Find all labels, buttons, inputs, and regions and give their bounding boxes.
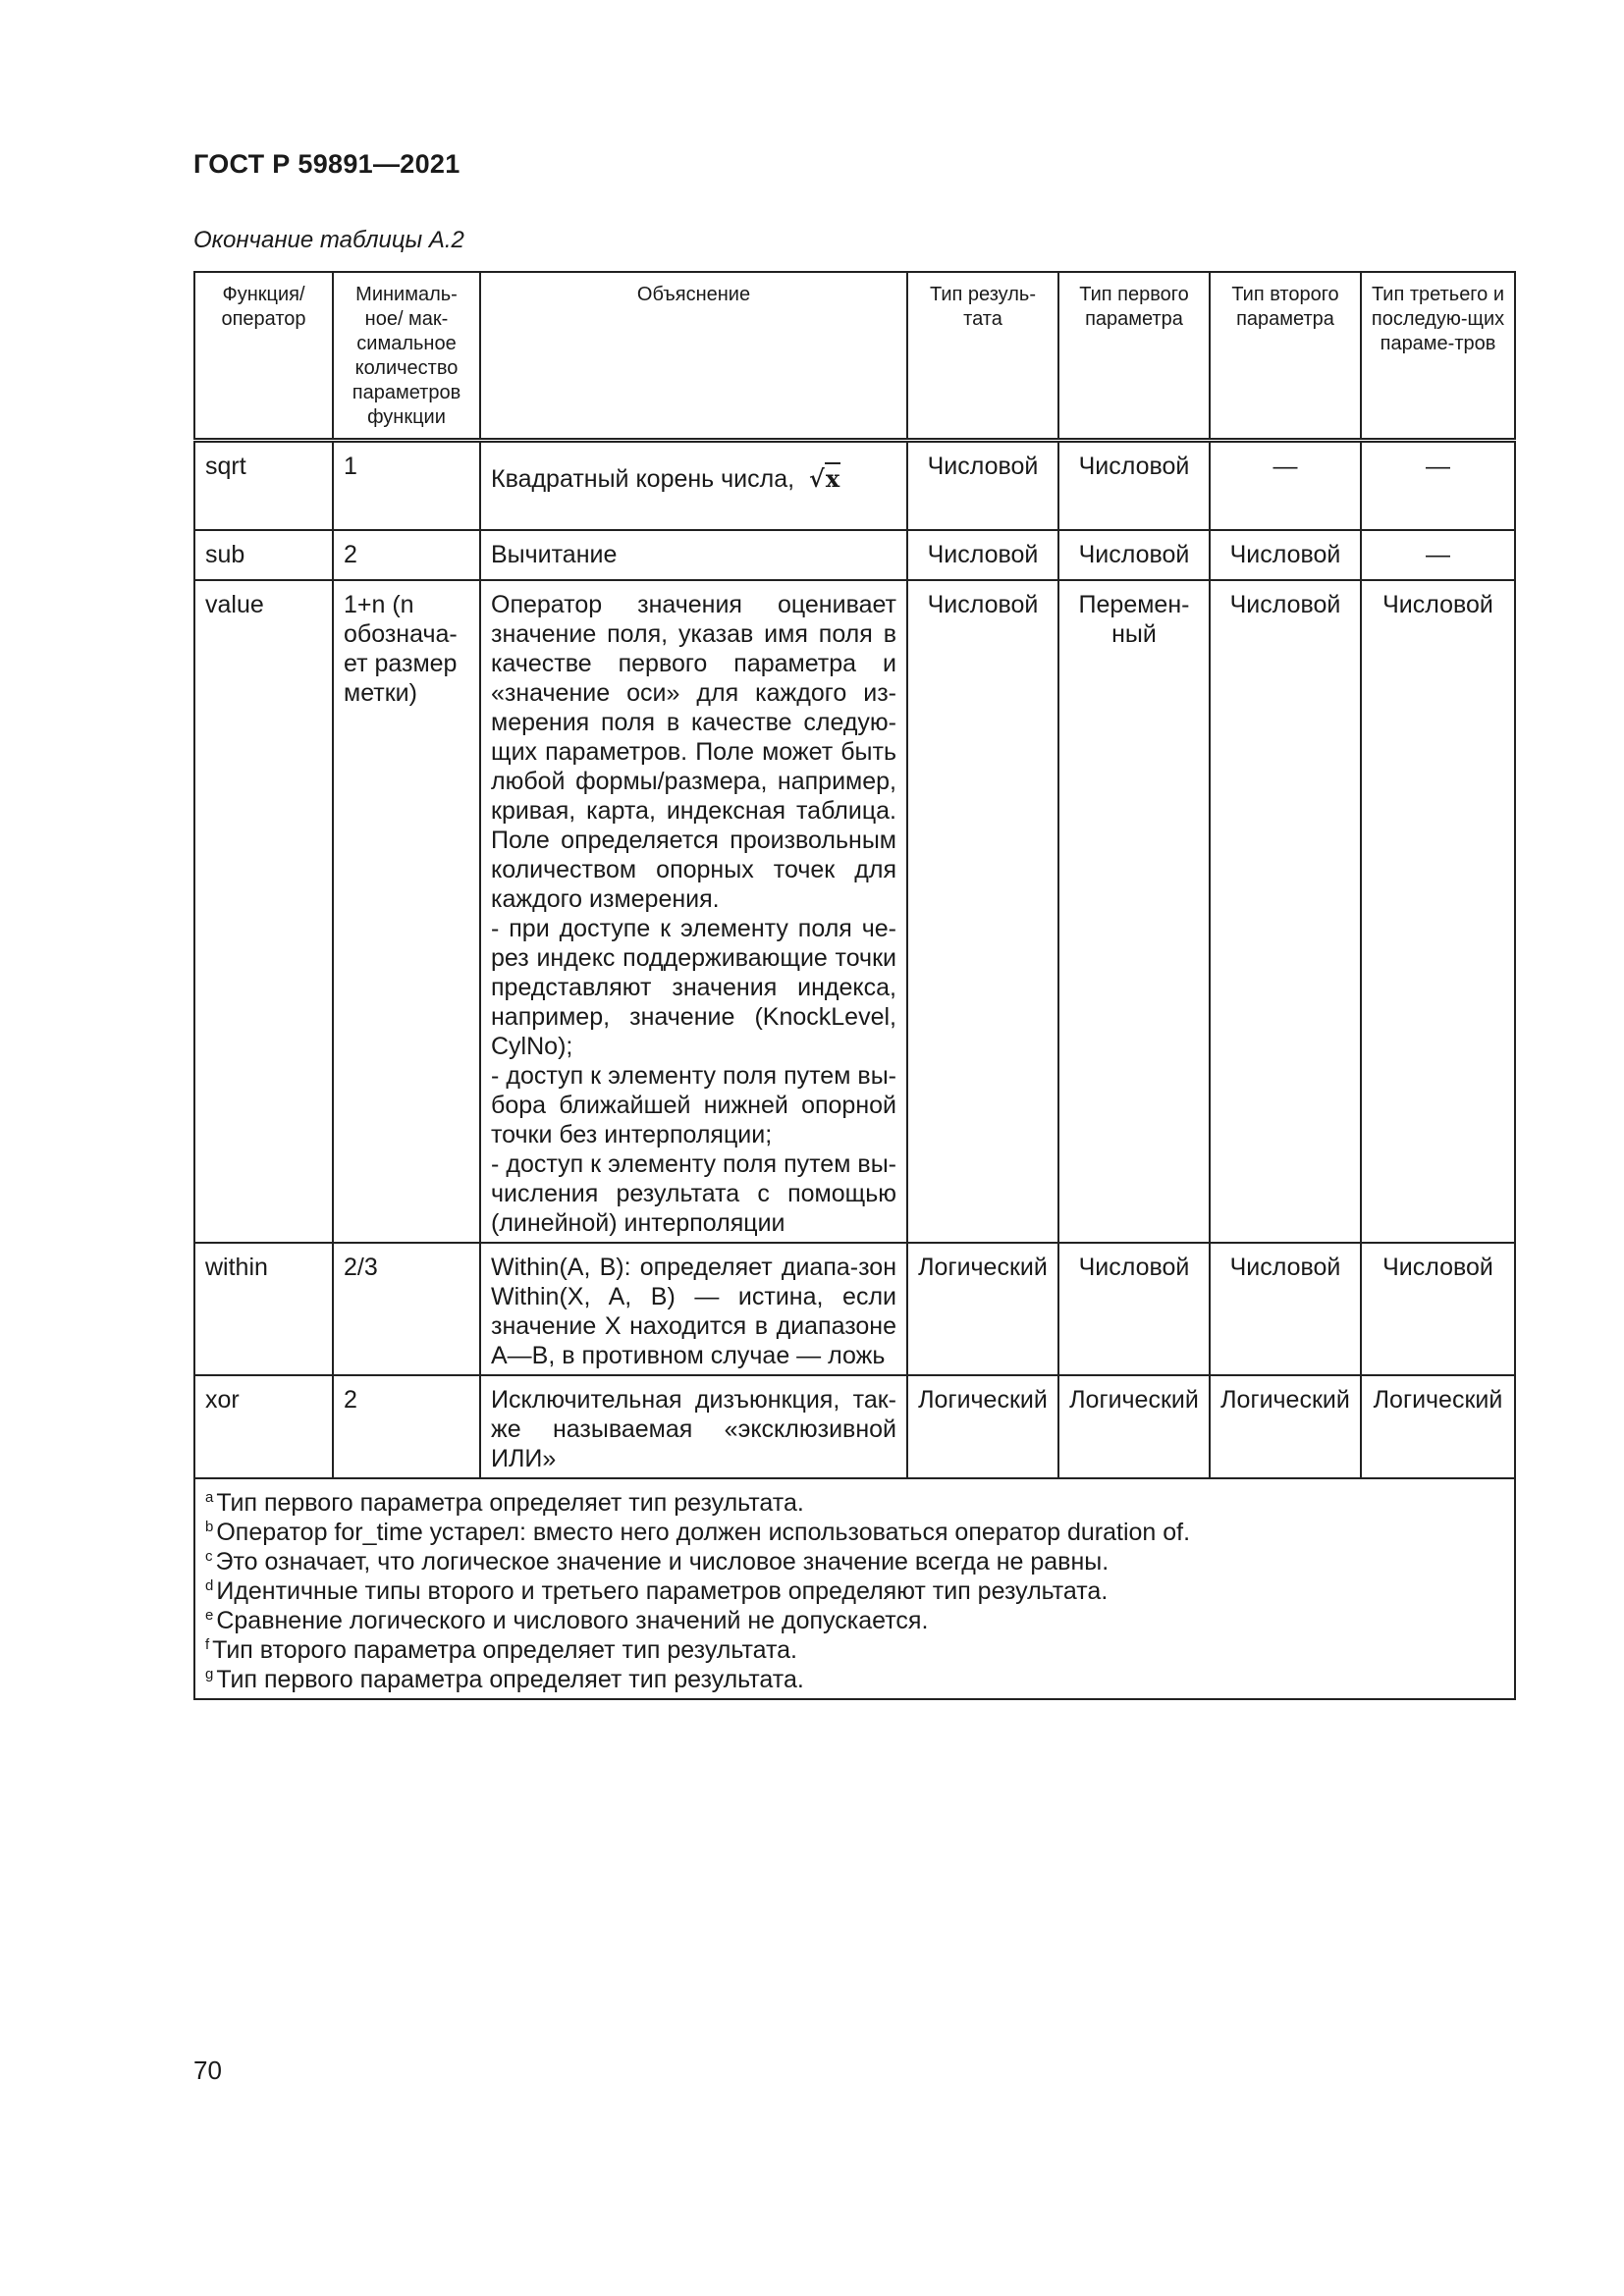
table-footnotes	[194, 1478, 1515, 1699]
cell-function: within	[194, 1243, 333, 1375]
footnote-text: Тип первого параметра определяет тип результата.	[216, 1666, 804, 1693]
cell-second-param-type: Числовой	[1210, 1243, 1361, 1375]
table-row	[194, 1243, 1515, 1375]
footnote-text: Оператор for_time устарел: вместо него должен использоваться оператор duration of.	[216, 1519, 1191, 1546]
footnote	[205, 1547, 1504, 1576]
footnote	[205, 1576, 1504, 1606]
table-row	[194, 530, 1515, 580]
cell-first-param-type: Перемен-ный	[1058, 580, 1210, 1243]
page-number: 70	[193, 2056, 222, 2085]
square-root-formula: √x	[809, 464, 840, 493]
cell-function: sqrt	[194, 441, 333, 531]
cell-result-type: Числовой	[907, 530, 1058, 580]
cell-param-count: 2/3	[333, 1243, 480, 1375]
footnote-text: Сравнение логического и числового значений не допускается.	[216, 1607, 929, 1634]
cell-explanation: Вычитание	[480, 530, 907, 580]
footnote-mark: b	[205, 1519, 214, 1535]
cell-result-type: Числовой	[907, 580, 1058, 1243]
table-row	[194, 441, 1515, 531]
cell-result-type: Числовой	[907, 441, 1058, 531]
cell-first-param-type: Числовой	[1058, 530, 1210, 580]
footnote-text: Тип первого параметра определяет тип результата.	[216, 1489, 804, 1517]
functions-table	[193, 271, 1516, 1700]
cell-third-param-type: —	[1361, 530, 1515, 580]
document-code: ГОСТ Р 59891—2021	[193, 149, 460, 179]
table-row	[194, 580, 1515, 1243]
cell-third-param-type: Логический	[1361, 1375, 1515, 1478]
footnote	[205, 1635, 1504, 1665]
footnote-mark: e	[205, 1607, 214, 1624]
footnote-mark: a	[205, 1489, 214, 1506]
table-header-row	[194, 272, 1515, 441]
cell-second-param-type: Логический	[1210, 1375, 1361, 1478]
cell-third-param-type: Числовой	[1361, 580, 1515, 1243]
cell-first-param-type: Числовой	[1058, 441, 1210, 531]
table-caption: Окончание таблицы А.2	[193, 227, 464, 253]
cell-third-param-type: —	[1361, 441, 1515, 531]
cell-first-param-type: Логический	[1058, 1375, 1210, 1478]
footnote	[205, 1606, 1504, 1635]
cell-param-count: 1	[333, 441, 480, 531]
cell-result-type: Логический	[907, 1375, 1058, 1478]
footnote-mark: f	[205, 1636, 210, 1653]
cell-function: value	[194, 580, 333, 1243]
footnote-text: Это означает, что логическое значение и числовое значение всегда не равны.	[215, 1548, 1110, 1575]
header-second-param-type: Тип второго параметра	[1210, 272, 1361, 441]
footnotes-row	[194, 1478, 1515, 1699]
footnote-text: Тип второго параметра определяет тип результата.	[212, 1636, 797, 1664]
footnote-text: Идентичные типы второго и третьего параметров определяют тип результата.	[216, 1577, 1109, 1605]
cell-second-param-type: Числовой	[1210, 530, 1361, 580]
cell-explanation: Исключительная дизъюнкция, так-же называемая «эксклюзивной ИЛИ»	[480, 1375, 907, 1478]
header-function: Функция/ оператор	[194, 272, 333, 441]
footnote	[205, 1518, 1504, 1547]
cell-function: sub	[194, 530, 333, 580]
footnote-mark: g	[205, 1666, 214, 1682]
formula-radicand: x	[825, 464, 840, 493]
header-first-param-type: Тип первого параметра	[1058, 272, 1210, 441]
cell-param-count: 2	[333, 530, 480, 580]
header-third-param-type: Тип третьего и последую-щих параме-тров	[1361, 272, 1515, 441]
footnote-mark: c	[205, 1548, 213, 1565]
cell-third-param-type: Числовой	[1361, 1243, 1515, 1375]
header-param-count: Минималь-ное/ мак-симальное количество параметров функции	[333, 272, 480, 441]
cell-param-count: 2	[333, 1375, 480, 1478]
cell-result-type: Логический	[907, 1243, 1058, 1375]
footnote-mark: d	[205, 1577, 214, 1594]
footnote	[205, 1665, 1504, 1694]
header-result-type: Тип резуль-тата	[907, 272, 1058, 441]
footnote	[205, 1488, 1504, 1518]
cell-explanation: Within(A, B): определяет диапа-зон Within(X, A, B) — истина, если значение X находится в диапазоне A—B, в противном случае — ложь	[480, 1243, 907, 1375]
cell-param-count: 1+n (n обознача-ет размер метки)	[333, 580, 480, 1243]
table-row	[194, 1375, 1515, 1478]
cell-second-param-type: —	[1210, 441, 1361, 531]
cell-explanation	[480, 441, 907, 531]
cell-first-param-type: Числовой	[1058, 1243, 1210, 1375]
explanation-text: Квадратный корень числа,	[491, 465, 795, 493]
header-explanation: Объяснение	[480, 272, 907, 441]
cell-second-param-type: Числовой	[1210, 580, 1361, 1243]
cell-explanation: Оператор значения оценивает значение поля, указав имя поля в качестве первого параметра и «значение оси» для каждого из-мерения поля в качестве следую-щих параметров. Поле может быть любой формы/размера, например, кривая, карта, индексная таблица. Поле определяется произвольным количеством опорных точек для каждого измерения. - при доступе к элементу поля че-рез индекс поддерживающие точки представляют значения индекса, например, значение (KnockLevel, CylNo); - доступ к элементу поля путем вы-бора ближайшей нижней опорной точки без интерполяции; - доступ к элементу поля путем вы-числения результата с помощью (линейной) интерполяции	[480, 580, 907, 1243]
cell-function: xor	[194, 1375, 333, 1478]
